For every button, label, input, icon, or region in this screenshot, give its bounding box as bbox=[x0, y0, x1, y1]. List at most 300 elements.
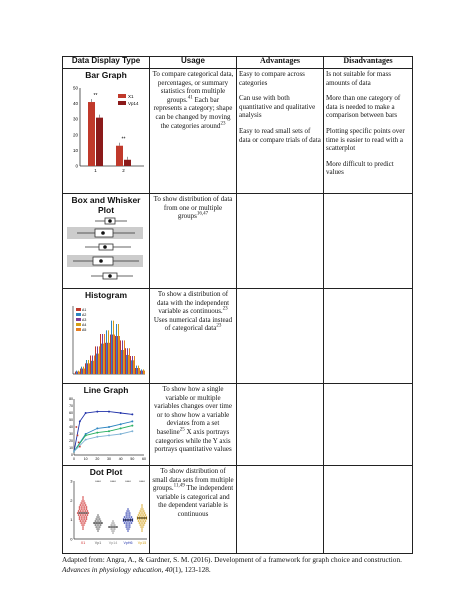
data-dot bbox=[86, 518, 88, 520]
y-tick-label: 30 bbox=[69, 432, 73, 437]
data-dot bbox=[129, 516, 131, 518]
data-dot bbox=[112, 520, 114, 522]
advantage-item: Easy to read small sets of data or compare trials of data bbox=[239, 126, 321, 144]
data-dot bbox=[142, 512, 144, 514]
data-dot bbox=[141, 514, 143, 516]
data-dot bbox=[80, 502, 82, 504]
display-type-title: Box and Whisker Plot bbox=[71, 195, 141, 215]
box-plot-row-2 bbox=[67, 227, 143, 239]
data-dot bbox=[127, 512, 129, 514]
data-dot bbox=[127, 514, 129, 516]
display-type-title: Histogram bbox=[84, 290, 128, 300]
series-point bbox=[108, 426, 110, 428]
data-dot bbox=[129, 512, 131, 514]
header-disadvantages: Disadvantages bbox=[324, 57, 413, 69]
data-dot bbox=[128, 520, 130, 522]
data-dot bbox=[140, 508, 142, 510]
data-dot bbox=[142, 508, 144, 510]
series-point bbox=[85, 434, 87, 436]
usage-citation-2: 23 bbox=[220, 121, 226, 127]
data-dot bbox=[84, 522, 86, 524]
data-dot bbox=[110, 524, 112, 526]
data-dot bbox=[81, 500, 83, 502]
histogram-bar bbox=[96, 354, 97, 374]
data-dot bbox=[139, 524, 141, 526]
data-dot bbox=[97, 514, 99, 516]
y-tick-label: 20 bbox=[72, 132, 78, 138]
usage-cell bbox=[150, 194, 237, 289]
data-display-table bbox=[62, 56, 413, 554]
data-dot bbox=[139, 510, 141, 512]
data-dot bbox=[130, 518, 132, 520]
histogram-bar bbox=[88, 360, 89, 374]
data-dot bbox=[86, 516, 88, 518]
histogram-bar bbox=[127, 348, 128, 374]
data-dot bbox=[95, 518, 97, 520]
histogram-bar bbox=[99, 346, 100, 374]
legend-swatch bbox=[76, 308, 81, 311]
legend-swatch bbox=[76, 313, 81, 316]
histogram-bar bbox=[77, 372, 78, 374]
data-dot bbox=[142, 522, 144, 524]
histogram-bar bbox=[131, 360, 132, 374]
data-dot bbox=[80, 510, 82, 512]
legend-label: A1 bbox=[82, 308, 87, 312]
data-dot bbox=[79, 506, 81, 508]
data-dot bbox=[125, 514, 127, 516]
y-tick-label: 30 bbox=[72, 116, 78, 122]
bar-graph-thumbnail bbox=[66, 80, 146, 180]
histogram-bar bbox=[79, 372, 80, 374]
data-dot bbox=[95, 524, 97, 526]
series-point bbox=[96, 411, 98, 413]
y-tick-label: 50 bbox=[69, 418, 73, 423]
legend-label: A4 bbox=[82, 323, 87, 327]
series-point bbox=[79, 420, 81, 422]
data-dot bbox=[140, 518, 142, 520]
y-tick-label: 70 bbox=[69, 404, 73, 409]
data-dot bbox=[84, 516, 86, 518]
data-dot bbox=[125, 512, 127, 514]
series-point bbox=[120, 433, 122, 435]
data-dot bbox=[99, 526, 101, 528]
header-advantages: Advantages bbox=[237, 57, 324, 69]
data-dot bbox=[114, 524, 116, 526]
line-graph-thumbnail bbox=[65, 395, 147, 463]
disadvantages-cell bbox=[324, 69, 413, 194]
significance-label: ** bbox=[121, 136, 126, 143]
data-dot bbox=[84, 502, 86, 504]
histogram-bar bbox=[137, 368, 138, 374]
data-dot bbox=[79, 518, 81, 520]
x-tick-label: Vp1 bbox=[94, 541, 102, 545]
data-dot bbox=[126, 520, 128, 522]
usage-text-cont: X axis portrays categories while the Y axis portrays quantitative values bbox=[154, 427, 232, 454]
usage-text-cont: Each bar represents a category; shape can be changed by moving the categories around bbox=[153, 95, 233, 130]
display-type-title: Line Graph bbox=[83, 385, 129, 395]
usage-cell bbox=[150, 466, 237, 554]
data-dot bbox=[83, 524, 85, 526]
advantages-cell bbox=[237, 289, 324, 384]
data-dot bbox=[141, 524, 143, 526]
histogram-bar bbox=[118, 324, 119, 374]
data-dot bbox=[141, 528, 143, 530]
bar bbox=[88, 102, 95, 166]
histogram-bar bbox=[134, 356, 135, 374]
histogram-bar bbox=[133, 360, 134, 374]
y-tick-label: 0 bbox=[71, 453, 73, 458]
data-dot bbox=[81, 510, 83, 512]
data-dot bbox=[128, 510, 130, 512]
citation-rest: (1), 123-128. bbox=[172, 564, 211, 574]
data-dot bbox=[145, 520, 147, 522]
histogram-bar bbox=[76, 371, 77, 374]
histogram-bar bbox=[126, 355, 127, 374]
data-dot bbox=[126, 510, 128, 512]
x-tick-label: 20 bbox=[95, 457, 100, 461]
series-point bbox=[78, 442, 80, 444]
data-dot bbox=[139, 514, 141, 516]
table-row bbox=[63, 384, 413, 466]
histogram-bar bbox=[106, 330, 107, 374]
data-dot bbox=[114, 528, 116, 530]
data-dot bbox=[86, 506, 88, 508]
y-tick-label: 40 bbox=[69, 425, 73, 430]
y-tick-label: 1 bbox=[70, 517, 73, 523]
data-dot bbox=[125, 520, 127, 522]
data-dot bbox=[144, 518, 146, 520]
histogram-bar bbox=[129, 348, 130, 374]
data-dot bbox=[139, 522, 141, 524]
data-dot bbox=[80, 518, 82, 520]
data-dot bbox=[141, 504, 143, 506]
data-dot bbox=[97, 526, 99, 528]
data-dot bbox=[124, 516, 126, 518]
data-dot bbox=[111, 522, 113, 524]
histogram-bar bbox=[142, 371, 143, 374]
histogram-bar bbox=[94, 356, 95, 374]
histogram-bar bbox=[144, 371, 145, 374]
data-dot bbox=[129, 514, 131, 516]
histogram-bar bbox=[128, 355, 129, 374]
legend-swatch bbox=[118, 94, 126, 98]
histogram-bar bbox=[102, 334, 103, 374]
histogram-bar bbox=[105, 343, 106, 374]
significance-label: **** bbox=[125, 480, 131, 484]
usage-text: To show how a single variable or multiple variables changes over time or to show how a variable deviates from a set baseline bbox=[154, 385, 232, 436]
data-dot bbox=[112, 528, 114, 530]
histogram-bar bbox=[83, 367, 84, 374]
advantages-cell bbox=[237, 69, 324, 194]
histogram-bar bbox=[82, 369, 83, 374]
data-dot bbox=[86, 508, 88, 510]
histogram-bar bbox=[122, 340, 123, 374]
histogram-bar bbox=[140, 371, 141, 374]
data-dot bbox=[139, 512, 141, 514]
usage-text: To show distribution of small data sets from multiple groups. bbox=[152, 467, 234, 493]
series-point bbox=[120, 423, 122, 425]
data-dot bbox=[129, 526, 131, 528]
data-dot bbox=[127, 524, 129, 526]
data-dot bbox=[97, 530, 99, 532]
data-dot bbox=[110, 528, 112, 530]
data-dot bbox=[87, 514, 89, 516]
data-dot bbox=[126, 518, 128, 520]
data-dot bbox=[143, 514, 145, 516]
advantage-item: Can use with both quantitative and qualitative analysis bbox=[239, 94, 316, 120]
histogram-bar bbox=[111, 321, 112, 374]
data-dot bbox=[82, 508, 84, 510]
data-dot bbox=[144, 512, 146, 514]
usage-cell bbox=[150, 289, 237, 384]
histogram-bar bbox=[107, 343, 108, 374]
display-type-cell bbox=[63, 289, 150, 384]
histogram-bar bbox=[91, 361, 92, 374]
data-dot bbox=[81, 520, 83, 522]
disadvantages-cell bbox=[324, 289, 413, 384]
display-type-cell bbox=[63, 466, 150, 554]
data-dot bbox=[144, 516, 146, 518]
data-dot bbox=[80, 504, 82, 506]
advantages-cell bbox=[237, 194, 324, 289]
data-dot bbox=[138, 520, 140, 522]
legend-label: A3 bbox=[82, 318, 87, 322]
data-dot bbox=[84, 518, 86, 520]
data-dot bbox=[85, 520, 87, 522]
x-tick-label: 2 bbox=[122, 168, 125, 173]
usage-text: To show distribution of data from one or multiple groups bbox=[153, 195, 233, 221]
data-dot bbox=[140, 516, 142, 518]
dot-plot-thumbnail bbox=[65, 477, 149, 551]
series-point bbox=[108, 434, 110, 436]
data-dot bbox=[80, 506, 82, 508]
data-dot bbox=[80, 520, 82, 522]
data-dot bbox=[127, 526, 129, 528]
y-tick-label: 0 bbox=[75, 163, 78, 169]
display-type-cell bbox=[63, 384, 150, 466]
data-dot bbox=[137, 516, 139, 518]
box-plot-row-5 bbox=[91, 273, 133, 279]
data-dot bbox=[80, 516, 82, 518]
series-point bbox=[131, 430, 133, 432]
series-point bbox=[131, 420, 133, 422]
disadvantage-item: More than one category of data is needed to make a comparison between bars bbox=[326, 94, 401, 120]
significance-label: **** bbox=[95, 480, 101, 484]
data-dot bbox=[83, 500, 85, 502]
data-dot bbox=[139, 516, 141, 518]
data-dot bbox=[85, 510, 87, 512]
histogram-bar bbox=[90, 356, 91, 374]
histogram-bar bbox=[95, 346, 96, 374]
usage-citation: 23 bbox=[222, 306, 228, 312]
x-tick-label: 1 bbox=[94, 168, 97, 173]
histogram-bar bbox=[104, 334, 105, 374]
histogram-bar bbox=[75, 372, 76, 374]
disadvantages-cell bbox=[324, 384, 413, 466]
significance-label: ** bbox=[93, 93, 98, 100]
y-tick-label: 40 bbox=[72, 101, 78, 107]
data-dot bbox=[125, 522, 127, 524]
data-dot bbox=[78, 510, 80, 512]
data-dot bbox=[97, 518, 99, 520]
data-dot bbox=[132, 520, 134, 522]
display-type-cell bbox=[63, 194, 150, 289]
data-dot bbox=[141, 520, 143, 522]
data-dot bbox=[129, 522, 131, 524]
display-type-title: Dot Plot bbox=[89, 467, 123, 477]
data-dot bbox=[142, 518, 144, 520]
bar bbox=[96, 118, 103, 166]
data-dot bbox=[143, 510, 145, 512]
data-dot bbox=[139, 520, 141, 522]
series-point bbox=[120, 412, 122, 414]
histogram-bar bbox=[100, 334, 101, 374]
data-dot bbox=[125, 526, 127, 528]
histogram-bar bbox=[78, 371, 79, 374]
data-dot bbox=[84, 506, 86, 508]
data-dot bbox=[81, 504, 83, 506]
data-dot bbox=[146, 516, 148, 518]
data-dot bbox=[131, 522, 133, 524]
data-dot bbox=[129, 524, 131, 526]
usage-citation: 41 bbox=[187, 95, 193, 101]
header-row bbox=[63, 57, 413, 69]
advantage-item: Easy to compare across categories bbox=[239, 70, 305, 87]
data-dot bbox=[85, 514, 87, 516]
x-tick-label: 60 bbox=[142, 457, 146, 461]
x-tick-label: 30 bbox=[107, 457, 111, 461]
header-data-display-type: Data Display Type bbox=[63, 57, 150, 69]
histogram-bar bbox=[112, 335, 113, 374]
series-point bbox=[85, 412, 87, 414]
display-type-title: Bar Graph bbox=[85, 70, 127, 80]
data-dot bbox=[98, 528, 100, 530]
data-dot bbox=[113, 530, 115, 532]
data-dot bbox=[125, 524, 127, 526]
x-tick-label: Vp14 bbox=[108, 541, 118, 545]
disadvantages-cell bbox=[324, 194, 413, 289]
data-dot bbox=[82, 528, 84, 530]
histogram-bar bbox=[124, 340, 125, 374]
bar bbox=[116, 146, 123, 166]
histogram-bar bbox=[117, 336, 118, 374]
data-dot bbox=[84, 508, 86, 510]
data-dot bbox=[96, 516, 98, 518]
data-dot bbox=[87, 510, 89, 512]
data-dot bbox=[142, 516, 144, 518]
data-dot bbox=[82, 526, 84, 528]
data-dot bbox=[95, 526, 97, 528]
histogram-bar bbox=[101, 344, 102, 374]
legend-swatch bbox=[76, 318, 81, 321]
citation-footer bbox=[62, 555, 412, 574]
legend-swatch bbox=[118, 101, 126, 105]
data-dot bbox=[98, 516, 100, 518]
significance-label: **** bbox=[110, 480, 116, 484]
data-dot bbox=[79, 516, 81, 518]
data-dot bbox=[111, 530, 113, 532]
y-tick-label: 80 bbox=[69, 397, 73, 402]
data-dot bbox=[82, 502, 84, 504]
table-row bbox=[63, 194, 413, 289]
data-dot bbox=[100, 520, 102, 522]
legend-swatch bbox=[76, 323, 81, 326]
citation-journal: Advances in physiology education, 40 bbox=[62, 564, 173, 574]
usage-text-cont: Uses numerical data instead of categorical data bbox=[153, 315, 233, 333]
data-dot bbox=[131, 516, 133, 518]
usage-citation: 16,47 bbox=[196, 211, 209, 217]
histogram-bar bbox=[80, 369, 81, 374]
series-point bbox=[79, 446, 81, 448]
data-dot bbox=[112, 532, 114, 534]
data-dot bbox=[143, 524, 145, 526]
data-dot bbox=[127, 522, 129, 524]
histogram-bar bbox=[116, 324, 117, 374]
data-dot bbox=[82, 518, 84, 520]
histogram-bar bbox=[109, 343, 110, 374]
histogram-bar bbox=[120, 340, 121, 374]
box-plot-row-1 bbox=[95, 218, 127, 224]
data-dot bbox=[126, 528, 128, 530]
histogram-bar bbox=[89, 363, 90, 374]
histogram-bar bbox=[132, 356, 133, 374]
y-tick-label: 2 bbox=[70, 497, 73, 503]
data-dot bbox=[96, 528, 98, 530]
y-tick-label: 3 bbox=[70, 478, 73, 484]
series-point bbox=[76, 426, 78, 428]
data-dot bbox=[128, 528, 130, 530]
x-tick-label: X1 bbox=[80, 541, 86, 545]
series-point bbox=[108, 411, 110, 413]
data-dot bbox=[80, 522, 82, 524]
data-dot bbox=[82, 498, 84, 500]
usage-text-cont: The independent variable is categorical and the dependent variable is continuous bbox=[156, 484, 234, 518]
box-plot-row-3 bbox=[85, 244, 131, 250]
series-point bbox=[96, 436, 98, 438]
data-dot bbox=[141, 506, 143, 508]
histogram-bar bbox=[139, 368, 140, 374]
data-dot bbox=[83, 510, 85, 512]
x-tick-label: Vp15 bbox=[137, 541, 147, 545]
data-dot bbox=[82, 516, 84, 518]
histogram-bar bbox=[141, 369, 142, 374]
histogram-bar bbox=[81, 367, 82, 374]
usage-text: To show a distribution of data with the independent variable as continuous. bbox=[156, 290, 230, 316]
data-dot bbox=[125, 516, 127, 518]
data-dot bbox=[95, 520, 97, 522]
data-dot bbox=[112, 524, 114, 526]
data-dot bbox=[98, 524, 100, 526]
data-dot bbox=[81, 524, 83, 526]
disadvantage-item: Plotting specific points over time is easier to read with a scatterplot bbox=[326, 126, 405, 153]
histogram-thumbnail bbox=[65, 300, 147, 380]
histogram-bar bbox=[114, 335, 115, 374]
data-dot bbox=[142, 526, 144, 528]
histogram-bar bbox=[103, 344, 104, 374]
data-dot bbox=[82, 522, 84, 524]
histogram-bar bbox=[85, 363, 86, 374]
data-dot bbox=[139, 518, 141, 520]
data-dot bbox=[140, 522, 142, 524]
series-point bbox=[108, 430, 110, 432]
disadvantage-item: More difficult to predict values bbox=[326, 159, 394, 177]
histogram-bar bbox=[97, 346, 98, 374]
data-dot bbox=[83, 504, 85, 506]
data-dot bbox=[127, 516, 129, 518]
histogram-bar bbox=[121, 350, 122, 374]
data-dot bbox=[141, 510, 143, 512]
x-tick-label: VpH6 bbox=[123, 541, 133, 545]
